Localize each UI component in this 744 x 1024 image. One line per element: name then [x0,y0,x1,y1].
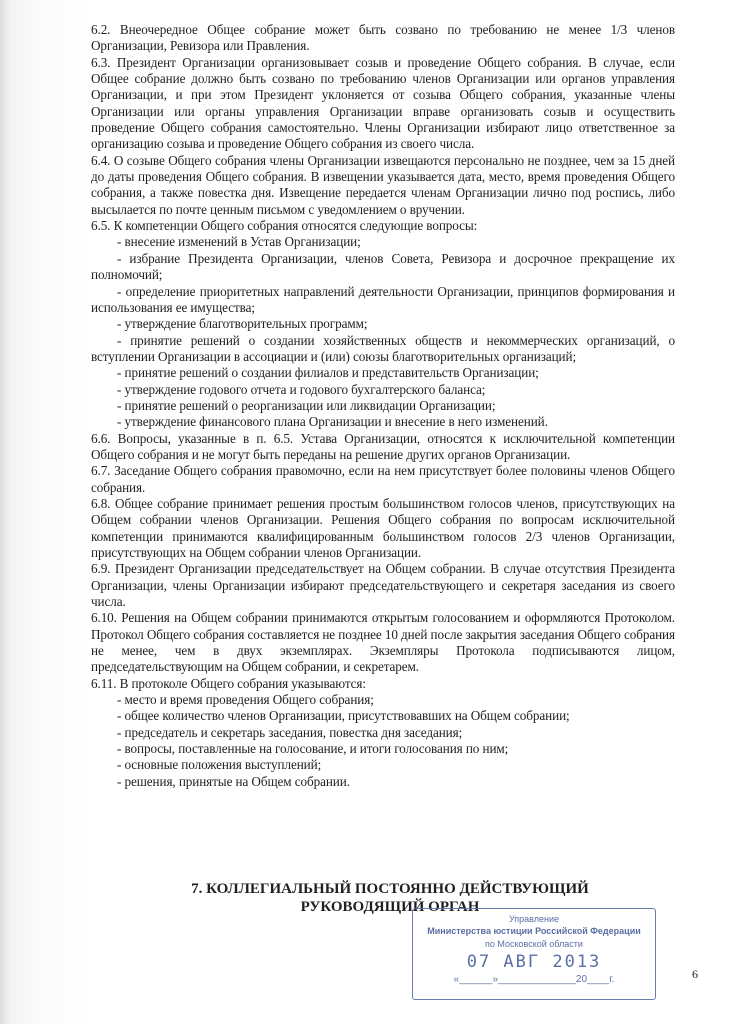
stamp-line-3: по Московской области [485,939,583,949]
stamp-date: 07 АВГ 2013 [466,952,602,972]
list-item: - внесение изменений в Устав Организации; [117,234,361,250]
list-item: - основные положения выступлений; [117,757,322,773]
list-item: - утверждение финансового плана Организации и внесение в него изменений. [117,414,548,430]
paragraph: 6.8. Общее собрание принимает решения простым большинством голосов членов, присутствующих на Общем собрании членов Организации. Решения Общего собрания по вопросам исключительной компетенции принимаются квалифицированным большинством голосов 2/3 членов Организации, присутствующих на Общем собрании членов Организации. [91,495,675,560]
paragraph: 6.10. Решения на Общем собрании принимаются открытым голосованием и оформляются Протоколом. Протокол Общего собрания составляется не позднее 10 дней после закрытия заседания Общего собрания не менее, чем в двух экземплярах. Экземпляры Протокола подписываются лицом, председательствующим на Общем собрании, и секретарем. [91,610,675,675]
list-item: - общее количество членов Организации, присутствовавших на Общем собрании; [117,708,570,724]
list-item: - утверждение благотворительных программ; [117,316,368,332]
paragraph: 6.7. Заседание Общего собрания правомочно, если на нем присутствует более половины членов Общего собрания. [91,463,675,495]
list-item: - принятие решений о создании филиалов и представительств Организации; [117,365,539,381]
stamp-signature-line: «______»______________20____г. [453,974,615,985]
list-item: - решения, принятые на Общем собрании. [117,773,350,789]
paragraph: 6.9. Президент Организации председательствует на Общем собрании. В случае отсутствия Президента Организации, члены Организации избирают председательствующего и секретаря заседания из своего числа. [91,561,675,610]
list-item: - место и время проведения Общего собрания; [117,692,374,708]
stamp-line-2: Министерства юстиции Российской Федерации [427,926,641,936]
paragraph: 6.2. Внеочередное Общее собрание может быть созвано по требованию не менее 1/3 членов Организации, Ревизора или Правления. [91,22,675,54]
section-heading-line-1: 7. КОЛЛЕГИАЛЬНЫЙ ПОСТОЯННО ДЕЙСТВУЮЩИЙ [191,881,589,897]
paragraph: 6.6. Вопросы, указанные в п. 6.5. Устава Организации, относятся к исключительной компетенции Общего собрания и не могут быть переданы на решение других органов Организации. [91,430,675,462]
registration-stamp [412,908,656,1000]
list-item: - принятие решений о создании хозяйственных обществ и некоммерческих организаций, о вступлении Организации в ассоциации и (или) союзы благотворительных организаций; [91,332,675,364]
list-item: - избрание Президента Организации, членов Совета, Ревизора и досрочное прекращение их полномочий; [91,250,675,283]
list-item: - определение приоритетных направлений деятельности Организации, принципов формирования и использования ее имущества; [91,283,675,315]
section-heading-line-2: РУКОВОДЯЩИЙ ОРГАН [300,899,480,915]
stamp-line-1: Управление [508,914,560,924]
paragraph: 6.4. О созыве Общего собрания члены Организации извещаются персонально не позднее, чем за 15 дней до даты проведения Общего собрания. В извещении указывается дата, место, время проведения Общего собрания, а также повестка дня. Извещение передается членам Организации лично под роспись, либо высылается по почте ценным письмом с уведомлением о вручении. [91,152,675,217]
list-item: - председатель и секретарь заседания, повестка дня заседания; [117,724,463,740]
list-item: - принятие решений о реорганизации или ликвидации Организации; [117,397,496,413]
paragraph: 6.5. К компетенции Общего собрания относятся следующие вопросы: [91,218,478,234]
paragraph: 6.3. Президент Организации организовывает созыв и проведение Общего собрания. В случае, если Общее собрание должно быть созвано по требованию членов Организации или органов управления Организации, и при этом Президент уклоняется от созыва Общего собрания, указанные члены Организации или органы управления Организации вправе организовать созыв и осуществить проведение Общего собрания самостоятельно. Члены Организации избирают лицо ответственное за организацию созыва и проведение Общего собрания из своего числа. [91,54,675,152]
document-body [91,22,675,790]
list-item: - утверждение годового отчета и годового бухгалтерского баланса; [117,381,486,397]
list-item: - вопросы, поставленные на голосование, и итоги голосования по ним; [117,741,509,757]
page-number: 6 [692,967,698,981]
paragraph: 6.11. В протоколе Общего собрания указываются: [91,675,366,691]
